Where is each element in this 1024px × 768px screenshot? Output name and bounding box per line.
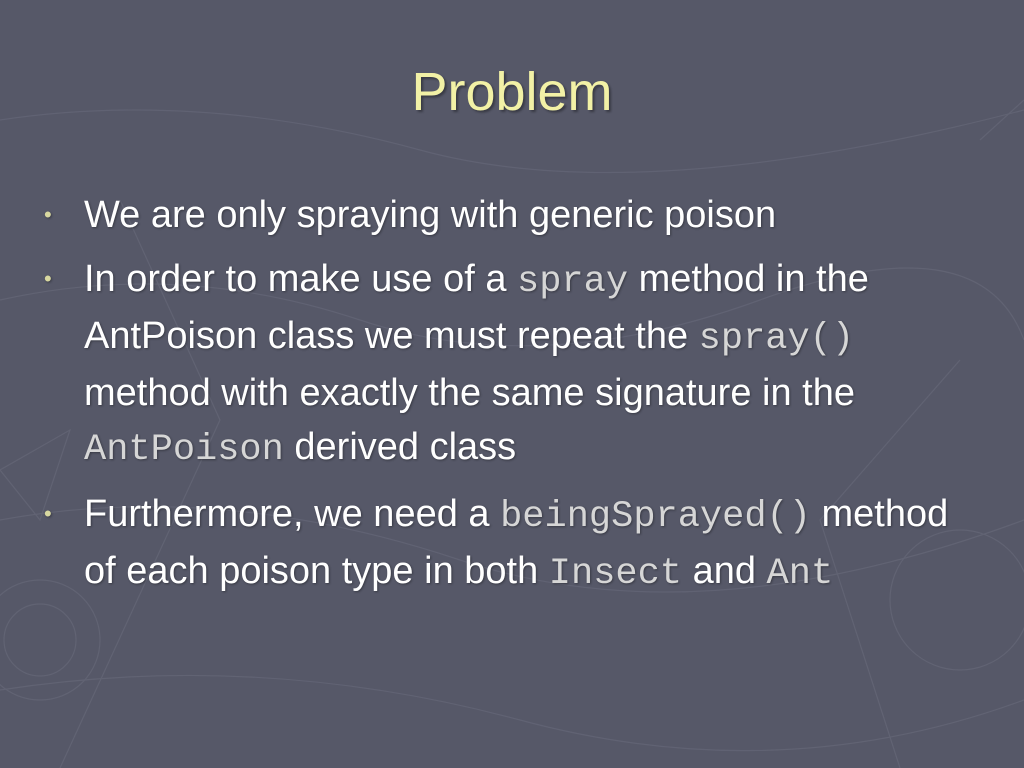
bullet-text: derived class xyxy=(283,426,517,468)
code-insect: Insect xyxy=(548,553,683,595)
bullet-item xyxy=(40,252,980,477)
code-antpoison: AntPoison xyxy=(84,429,284,471)
bullet-item xyxy=(40,188,980,242)
bullet-text: We are only spraying with generic poison xyxy=(84,194,777,236)
code-spray-call: spray() xyxy=(698,318,855,360)
code-ant: Ant xyxy=(766,553,834,595)
bullet-dot-icon: • xyxy=(44,501,52,526)
bullet-list xyxy=(40,188,980,611)
bullet-item xyxy=(40,487,980,601)
bullet-dot-icon: • xyxy=(44,202,52,227)
bullet-dot-icon: • xyxy=(44,266,52,291)
slide-title: Problem xyxy=(411,62,613,122)
code-beingsprayed: beingSprayed() xyxy=(500,496,811,538)
bullet-text: Furthermore, we need a xyxy=(84,493,501,535)
bullet-text: In order to make use of a xyxy=(84,258,518,300)
bullet-text: method in the AntPoison class we must repeat the xyxy=(84,258,869,357)
bullet-text: method of each poison type in both xyxy=(84,493,949,592)
bullet-text: and xyxy=(682,550,767,592)
bullet-text: method with exactly the same signature in the xyxy=(84,372,855,414)
code-spray: spray xyxy=(517,261,629,303)
